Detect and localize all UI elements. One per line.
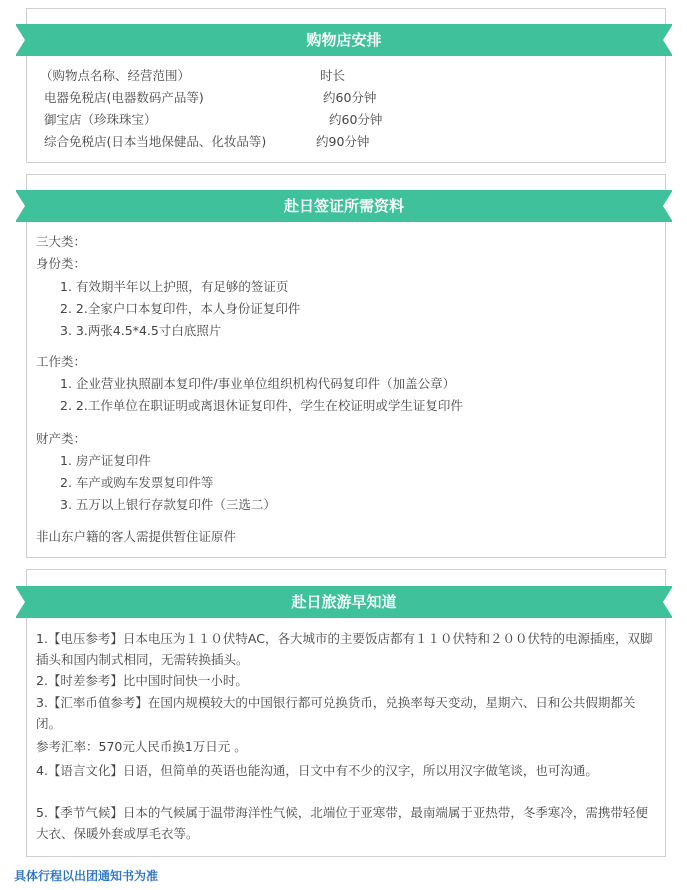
list-item: 1. 房产证复印件 [60,453,151,468]
tip-paragraph: 2.【时差参考】比中国时间快一小时。 [36,673,248,688]
visa-banner [16,190,672,222]
list-item: 3. 五万以上银行存款复印件（三选二） [60,497,276,512]
shopping-header-name: （购物点名称、经营范围） [40,68,191,83]
travel-tips-banner [16,586,672,618]
shopping-row-name: 综合免税店(日本当地保健品、化妆品等) [44,134,267,149]
shopping-header-time: 时长 [320,68,346,83]
shopping-row-name: 电器免税店(电器数码产品等) [44,90,204,105]
shopping-row-time: 约90分钟 [316,134,370,149]
shopping-title: 购物店安排 [306,31,382,49]
visa-note: 非山东户籍的客人需提供暂住证原件 [36,529,237,544]
shopping-row-time: 约60分钟 [329,112,383,127]
group-heading: 财产类： [36,431,87,446]
tip-paragraph: 3.【汇率币值参考】在国内规模较大的中国银行都可兑换货币，兑换率每天变动，星期六、日和公共假期都关闭。 [36,695,636,731]
list-item: 2. 2.全家户口本复印件，本人身份证复印件 [60,301,301,316]
shopping-banner [16,24,672,56]
tip-paragraph: 1.【电压参考】日本电压为１１０伏特AC，各大城市的主要饭店都有１１０伏特和２００伏特的电源插座，双脚插头和国内制式相同，无需转换插头。 [36,631,653,667]
tip-paragraph: 参考汇率：570元人民币换1万日元 。 [36,739,247,754]
group-heading: 身份类： [36,256,87,271]
visa-title: 赴日签证所需资料 [283,197,404,215]
shopping-row-name: 御宝店（珍珠珠宝） [44,112,157,127]
shopping-row-time: 约60分钟 [323,90,377,105]
list-item: 1. 有效期半年以上护照，有足够的签证页 [60,279,289,294]
group-heading: 工作类： [36,354,87,369]
tip-paragraph: 5.【季节气候】日本的气候属于温带海洋性气候，北端位于亚寒带，最南端属于亚热带，冬季寒冷，需携带轻便大衣、保暖外套或厚毛衣等。 [36,805,648,841]
visa-intro: 三大类： [36,234,87,249]
tip-paragraph: 4.【语言文化】日语，但简单的英语也能沟通，日文中有不少的汉字，所以用汉字做笔谈，也可沟通。 [36,763,598,778]
itinerary-note-link[interactable]: 具体行程以出团通知书为准 [14,869,159,883]
list-item: 2. 2.工作单位在职证明或离退休证复印件，学生在校证明或学生证复印件 [60,398,463,413]
travel-tips-title: 赴日旅游早知道 [291,593,397,611]
list-item: 2. 车产或购车发票复印件等 [60,475,214,490]
list-item: 1. 企业营业执照副本复印件/事业单位组织机构代码复印件（加盖公章） [60,376,456,391]
list-item: 3. 3.两张4.5*4.5寸白底照片 [60,323,222,338]
